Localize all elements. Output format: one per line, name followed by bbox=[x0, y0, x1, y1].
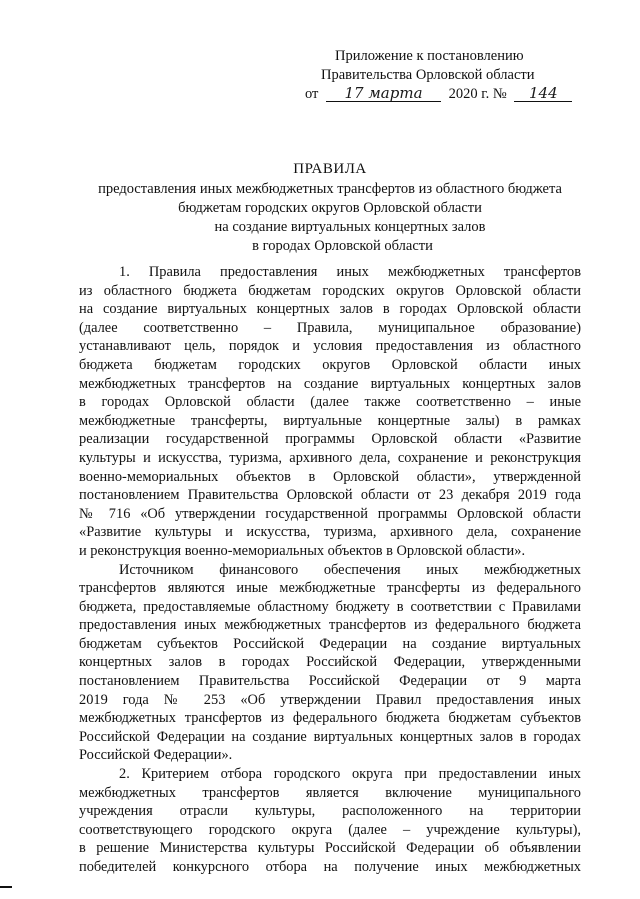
date-prefix: от bbox=[305, 86, 319, 102]
body-line: (далее соответственно – Правила, муниципальное образование) bbox=[79, 319, 581, 336]
body-line: Российской Федерации на создание виртуальных концертных залов в городах bbox=[79, 728, 581, 745]
appendix-date-line bbox=[305, 85, 595, 104]
body-line: на создание виртуальных концертных залов в городах Орловской области bbox=[79, 301, 581, 318]
body-line: межбюджетные трансферты, виртуальные концертные залы) в рамках bbox=[79, 412, 581, 429]
body-line: постановлением Правительства Российской Федерации от 9 марта bbox=[79, 673, 581, 690]
handwritten-number: 144 bbox=[514, 85, 572, 102]
body-line: военно-мемориальных объектов в Орловской области», утвержденной bbox=[79, 468, 581, 485]
title-line-4: в городах Орловской области bbox=[252, 238, 433, 254]
body-line: концертных залов в городах Российской Федерации, утвержденными bbox=[79, 654, 581, 671]
handwritten-date: 17 марта bbox=[326, 85, 441, 102]
body-line: межбюджетных трансфертов из федерального бюджета бюджетам субъектов bbox=[79, 710, 581, 727]
document-title bbox=[80, 160, 580, 256]
body-line: предоставления иных межбюджетных трансфертов из федерального бюджета bbox=[79, 617, 581, 634]
body-line: 1. Правила предоставления иных межбюджетных трансфертов bbox=[119, 264, 581, 280]
body-line: реализации государственной программы Орловской области «Развитие bbox=[79, 431, 581, 448]
margin-mark bbox=[0, 886, 12, 888]
body-line: Источником финансового обеспечения иных межбюджетных bbox=[119, 561, 581, 578]
body-line: бюджетам субъектов Российской Федерации на создание виртуальных bbox=[79, 635, 581, 652]
body-line: и реконструкция военно-мемориальных объектов в Орловской области». bbox=[79, 542, 526, 559]
body-line: соответствующего городского округа (далее – учреждение культуры), bbox=[79, 821, 581, 838]
appendix-line-2: Правительства Орловской области bbox=[321, 67, 535, 83]
appendix-header bbox=[305, 47, 595, 104]
body-line: межбюджетных трансфертов является включение муниципального bbox=[79, 784, 581, 801]
body-line: Российской Федерации». bbox=[79, 747, 233, 764]
body-line: постановлением Правительства Орловской области от 23 декабря 2019 года bbox=[79, 487, 581, 504]
year-label: 2020 г. № bbox=[448, 86, 507, 102]
body-line: межбюджетных трансфертов на создание виртуальных концертных залов bbox=[79, 375, 581, 392]
title-line-2: бюджетам городских округов Орловской области bbox=[178, 200, 482, 216]
body-line: бюджета бюджетам городских округов Орловской области иных bbox=[79, 356, 581, 373]
body-line: 2019 года № 253 «Об утверждении Правил предоставления иных bbox=[79, 691, 581, 708]
body-line: трансфертов являются иные межбюджетные трансферты из федерального bbox=[79, 580, 581, 597]
body-line: победителей конкурсного отбора на получение иных межбюджетных bbox=[79, 859, 581, 875]
title-line-1: предоставления иных межбюджетных трансфертов из областного бюджета bbox=[98, 181, 562, 197]
body-line: бюджета, предоставляемые областному бюджету в соответствии с Правилами bbox=[79, 598, 581, 615]
body-line: в городах Орловской области (далее также соответственно – иные bbox=[79, 394, 581, 411]
body-line: «Развитие культуры и искусства, туризма, архивного дела, сохранение bbox=[79, 524, 581, 541]
body-line: из областного бюджета бюджетам городских округов Орловской области bbox=[79, 282, 581, 299]
body-line: культуры и искусства, туризма, архивного дела, сохранение и реконструкция bbox=[79, 449, 581, 466]
body-line: № 716 «Об утверждении государственной программы Орловской области bbox=[79, 505, 581, 522]
document-body bbox=[79, 263, 581, 877]
title-line-3: на создание виртуальных концертных залов bbox=[214, 219, 486, 235]
body-line: устанавливают цель, порядок и условия предоставления из областного bbox=[79, 338, 581, 355]
body-line: учреждения отрасли культуры, расположенного на территории bbox=[79, 803, 581, 820]
body-line: 2. Критерием отбора городского округа при предоставлении иных bbox=[119, 766, 581, 783]
body-line: в решение Министерства культуры Российской Федерации об объявлении bbox=[79, 840, 581, 857]
title-heading: ПРАВИЛА bbox=[293, 161, 367, 177]
appendix-line-1: Приложение к постановлению bbox=[335, 48, 524, 64]
